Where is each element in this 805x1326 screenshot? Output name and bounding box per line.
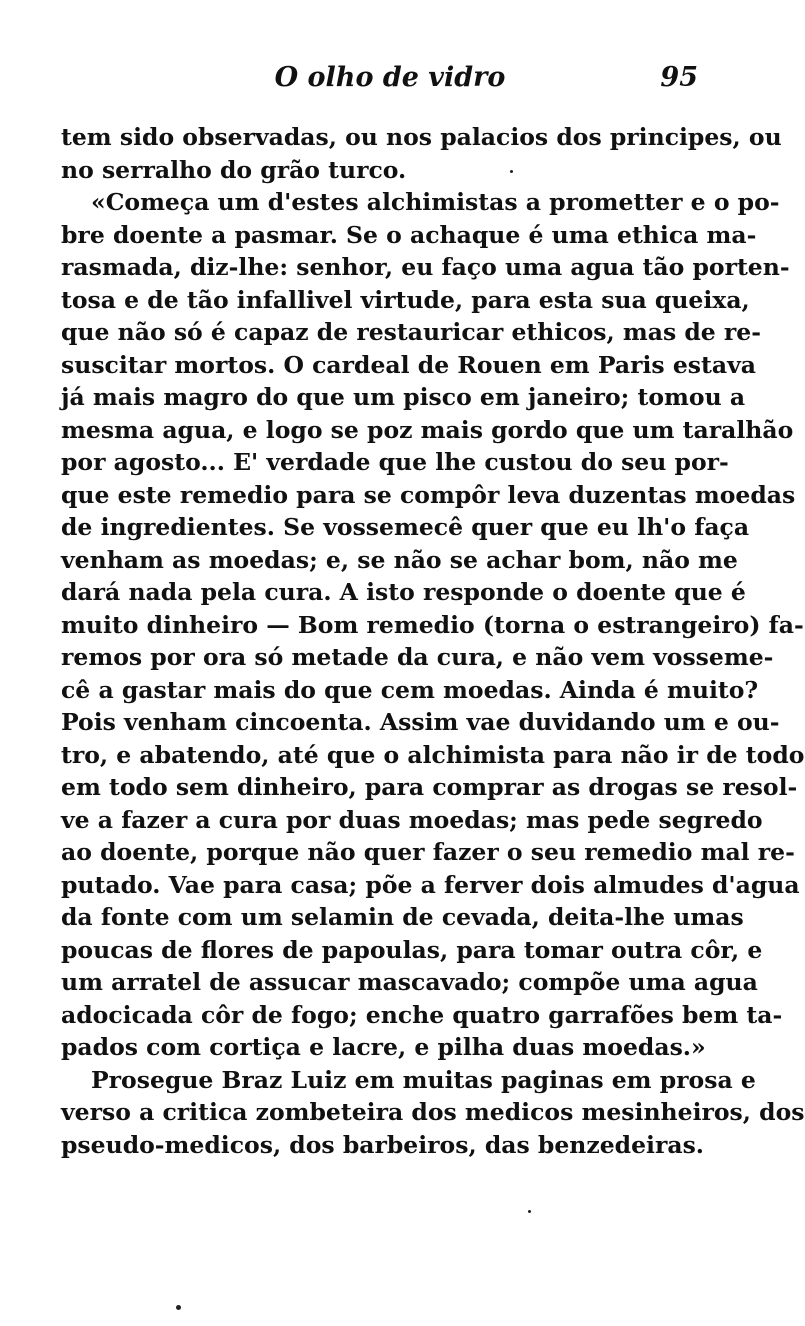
text-line: Prosegue Braz Luiz em muitas paginas em prosa e	[91, 1065, 756, 1094]
text-line: ao doente, porque não quer fazer o seu remedio mal re-	[61, 838, 795, 866]
text-line: que não só é capaz de restauricar ethicos, mas de re-	[61, 318, 762, 346]
text-line: tosa e de tão infallivel virtude, para esta sua queixa,	[61, 285, 750, 314]
body-text	[61, 121, 805, 1161]
running-title: O olho de vidro	[274, 62, 506, 93]
text-line: cê a gastar mais do que cem moedas. Ainda é muito?	[61, 675, 759, 704]
text-line: tro, e abatendo, até que o alchimista para não ir de todo	[61, 740, 805, 769]
text-line: pseudo-medicos, dos barbeiros, das benzedeiras.	[61, 1130, 704, 1159]
text-line: em todo sem dinheiro, para comprar as drogas se resol-	[61, 773, 798, 801]
text-line: Pois venham cincoenta. Assim vae duvidando um e ou-	[61, 708, 780, 736]
text-line: que este remedio para se compôr leva duzentas moedas	[61, 480, 796, 509]
text-line: suscitar mortos. O cardeal de Rouen em Paris estava	[61, 350, 756, 379]
text-line: muito dinheiro — Bom remedio (torna o estrangeiro) fa-	[61, 610, 804, 639]
text-line: tem sido observadas, ou nos palacios dos principes, ou	[61, 123, 782, 151]
ink-speck	[528, 1210, 531, 1213]
text-line: de ingredientes. Se vossemecê quer que eu lh'o faça	[61, 513, 750, 541]
text-line: poucas de flores de papoulas, para tomar outra côr, e	[61, 935, 763, 964]
text-line: adocicada côr de fogo; enche quatro garrafões bem ta-	[61, 1000, 783, 1029]
text-line: bre doente a pasmar. Se o achaque é uma ethica ma-	[61, 220, 757, 249]
text-line: já mais magro do que um pisco em janeiro; tomou a	[61, 383, 746, 411]
text-line: venham as moedas; e, se não se achar bom, não me	[61, 545, 738, 574]
ink-speck	[510, 170, 513, 173]
text-line: putado. Vae para casa; põe a ferver dois almudes d'agua	[61, 870, 800, 899]
text-line: um arratel de assucar mascavado; compõe uma agua	[61, 968, 758, 996]
text-line: por agosto... E' verdade que lhe custou do seu por-	[61, 448, 729, 476]
text-line: ve a fazer a cura por duas moedas; mas pede segredo	[61, 805, 763, 834]
text-line: verso a critica zombeteira dos medicos mesinheiros, dos	[61, 1098, 805, 1126]
text-line: pados com cortiça e lacre, e pilha duas moedas.»	[61, 1033, 706, 1061]
text-line: da fonte com um selamin de cevada, deita-lhe umas	[61, 903, 744, 931]
text-line: rasmada, diz-lhe: senhor, eu faço uma agua tão porten-	[61, 253, 790, 281]
ink-speck	[176, 1305, 181, 1310]
page-header	[60, 58, 700, 98]
text-line: no serralho do grão turco.	[61, 155, 407, 184]
text-line: mesma agua, e logo se poz mais gordo que um taralhão	[61, 415, 794, 444]
page-number: 95	[660, 62, 698, 93]
text-line: remos por ora só metade da cura, e não vem vosseme-	[61, 643, 774, 671]
text-line: dará nada pela cura. A isto responde o doente que é	[61, 578, 746, 606]
text-line: «Começa um d'estes alchimistas a prometter e o po-	[91, 188, 780, 216]
